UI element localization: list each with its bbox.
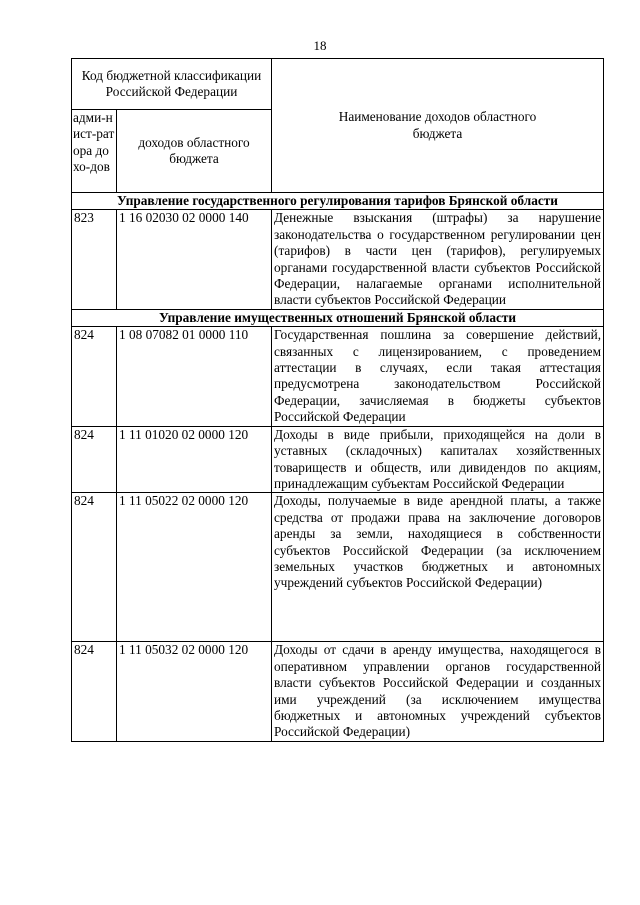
admin-code: 824: [72, 493, 117, 642]
section-title: Управление государственного регулирования тарифов Брянской области: [72, 193, 604, 210]
admin-code: 824: [72, 426, 117, 493]
revenue-description: Государственная пошлина за совершение действий, связанных с лицензированием, с проведением аттестации в случаях, если такая аттестация предусмотрена законодательством Российской Федерации, зачисляемая в бюджеты субъектов Российской Федерации: [272, 327, 604, 426]
table-row: [72, 210, 604, 309]
revenue-table: [71, 58, 604, 742]
page-number: 18: [313, 38, 327, 53]
revenue-description: Доходы в виде прибыли, приходящейся на доли в уставных (складочных) капиталах хозяйственных товариществ и обществ, или дивидендов по акциям, принадлежащим субъектам Российской Федерации: [272, 426, 604, 493]
revenue-code: 1 11 01020 02 0000 120: [117, 426, 272, 493]
header-row-1: [72, 59, 604, 110]
admin-code: 824: [72, 327, 117, 426]
revenue-description: Денежные взыскания (штрафы) за нарушение законодательства о государственном регулировании цен (тарифов) в части цен (тарифов), регулируемых органами государственной власти субъектов Российской Федерации, налагаемые органами исполнительной власти субъектов Российской Федерации: [272, 210, 604, 309]
section-header: [72, 193, 604, 210]
revenue-description: Доходы от сдачи в аренду имущества, находящегося в оперативном управлении органов государственной власти субъектов Российской Федерации и созданных ими учреждений (за исключением имущества бюджетных и автономных учреждений субъектов Российской Федерации): [272, 642, 604, 741]
admin-code: 823: [72, 210, 117, 309]
section-header: [72, 309, 604, 326]
revenue-code: 1 08 07082 01 0000 110: [117, 327, 272, 426]
table-row: [72, 642, 604, 741]
section-title: Управление имущественных отношений Брянской области: [72, 309, 604, 326]
revenue-code: 1 11 05022 02 0000 120: [117, 493, 272, 642]
table-row: [72, 493, 604, 642]
header-budget-code: Код бюджетной классификации Российской Федерации: [72, 59, 272, 110]
table-row: [72, 426, 604, 493]
header-name-text: Наименование доходов областного бюджета: [338, 109, 537, 141]
table-row: [72, 327, 604, 426]
revenue-code: 1 11 05032 02 0000 120: [117, 642, 272, 741]
revenue-description: Доходы, получаемые в виде арендной платы, а также средства от продажи права на заключение договоров аренды за земли, находящиеся в собственности субъектов Российской Федерации (за исключением земельных участков бюджетных и автономных учреждений субъектов Российской Федерации): [272, 493, 604, 642]
header-revenues: доходов областного бюджета: [117, 110, 272, 193]
header-administrator: адми-нист-ратора дохо-дов: [72, 110, 117, 193]
admin-code: 824: [72, 642, 117, 741]
header-name: [272, 59, 604, 193]
revenue-code: 1 16 02030 02 0000 140: [117, 210, 272, 309]
